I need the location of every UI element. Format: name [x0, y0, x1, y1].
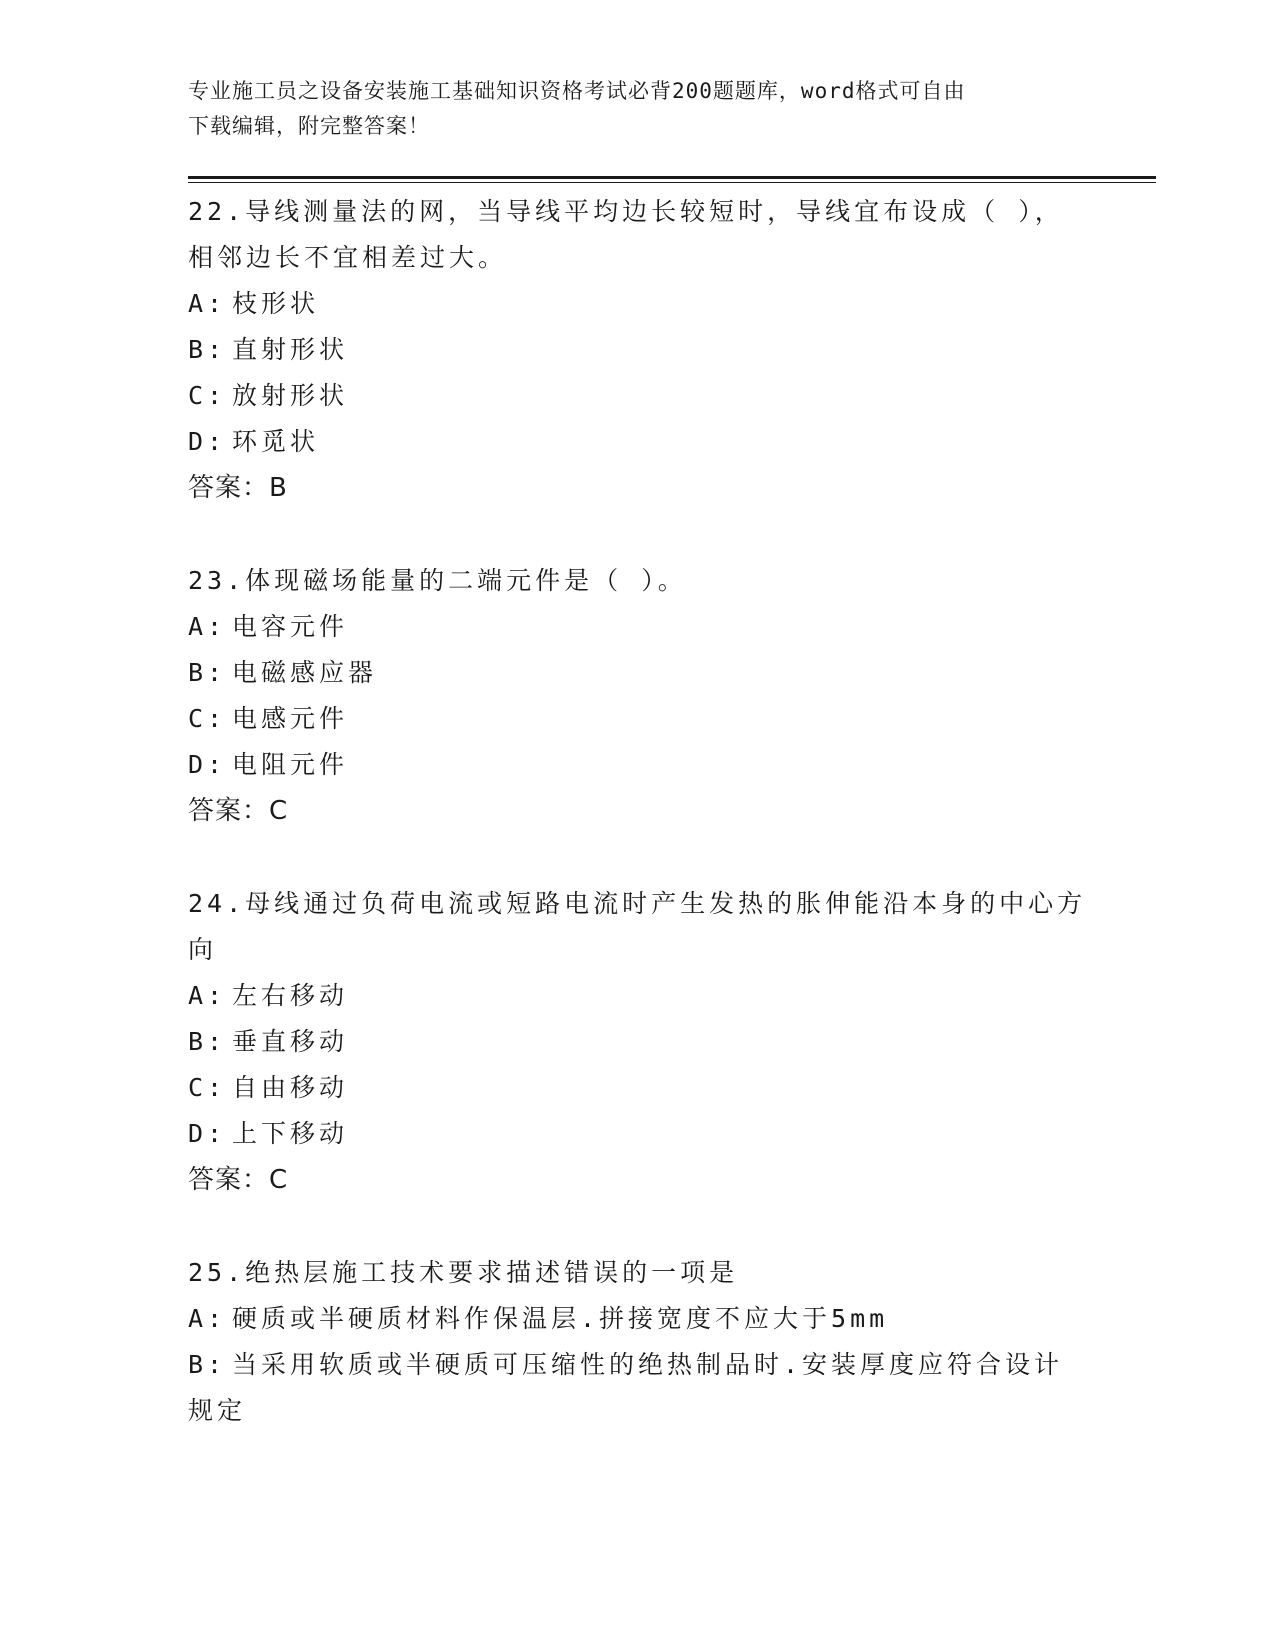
option-letter: C: — [188, 704, 227, 733]
option-text: 电磁感应器 — [232, 658, 378, 687]
question-stem: 23.体现磁场能量的二端元件是（ ）。 — [188, 566, 687, 595]
option-letter: D: — [188, 1119, 227, 1148]
option-text: 放射形状 — [232, 381, 349, 410]
question-22 — [188, 189, 1088, 511]
question-24 — [188, 881, 1088, 1203]
option-text: 垂直移动 — [232, 1027, 349, 1056]
option-b — [188, 1342, 1088, 1434]
option-letter: A: — [188, 1304, 227, 1333]
answer-label: 答案：C — [188, 1165, 289, 1195]
option-b — [188, 650, 1088, 696]
header-line-1: 专业施工员之设备安装施工基础知识资格考试必背200题题库，word格式可自由 — [188, 79, 966, 103]
option-c — [188, 373, 1088, 419]
question-23 — [188, 558, 1088, 834]
question-stem: 24.母线通过负荷电流或短路电流时产生发热的胀伸能沿本身的中心方向 — [188, 889, 1087, 964]
option-text: 左右移动 — [232, 981, 349, 1010]
option-c — [188, 1065, 1088, 1111]
option-letter: D: — [188, 427, 227, 456]
option-text: 当采用软质或半硬质可压缩性的绝热制品时.安装厚度应符合设计规定 — [188, 1350, 1064, 1425]
option-text: 枝形状 — [232, 289, 320, 318]
option-d — [188, 419, 1088, 465]
option-letter: A: — [188, 612, 227, 641]
question-stem: 22.导线测量法的网，当导线平均边长较短时，导线宜布设成（ ），相邻边长不宜相差过大。 — [188, 197, 1064, 272]
question-list — [188, 189, 1088, 1481]
option-text: 电感元件 — [232, 704, 349, 733]
option-b — [188, 1019, 1088, 1065]
question-25 — [188, 1250, 1088, 1434]
option-text: 直射形状 — [232, 335, 349, 364]
option-letter: C: — [188, 381, 227, 410]
option-letter: B: — [188, 335, 227, 364]
question-stem: 25.绝热层施工技术要求描述错误的一项是 — [188, 1258, 739, 1287]
option-text: 上下移动 — [232, 1119, 349, 1148]
option-letter: C: — [188, 1073, 227, 1102]
option-letter: B: — [188, 1350, 227, 1379]
option-text: 硬质或半硬质材料作保温层.拼接宽度不应大于5mm — [232, 1304, 889, 1333]
answer-label: 答案：C — [188, 796, 289, 826]
document-header — [188, 74, 1088, 144]
option-c — [188, 696, 1088, 742]
option-d — [188, 1111, 1088, 1157]
option-text: 电容元件 — [232, 612, 349, 641]
option-b — [188, 327, 1088, 373]
option-text: 环觅状 — [232, 427, 320, 456]
option-letter: B: — [188, 1027, 227, 1056]
option-a — [188, 604, 1088, 650]
option-a — [188, 281, 1088, 327]
header-divider-thin — [188, 182, 1156, 183]
header-line-2: 下载编辑，附完整答案！ — [188, 114, 430, 138]
option-letter: B: — [188, 658, 227, 687]
option-letter: A: — [188, 289, 227, 318]
option-letter: A: — [188, 981, 227, 1010]
option-text: 自由移动 — [232, 1073, 349, 1102]
option-letter: D: — [188, 750, 227, 779]
header-divider-thick — [188, 176, 1156, 179]
option-text: 电阻元件 — [232, 750, 349, 779]
option-d — [188, 742, 1088, 788]
answer-label: 答案：B — [188, 473, 288, 503]
option-a — [188, 973, 1088, 1019]
option-a — [188, 1296, 1088, 1342]
